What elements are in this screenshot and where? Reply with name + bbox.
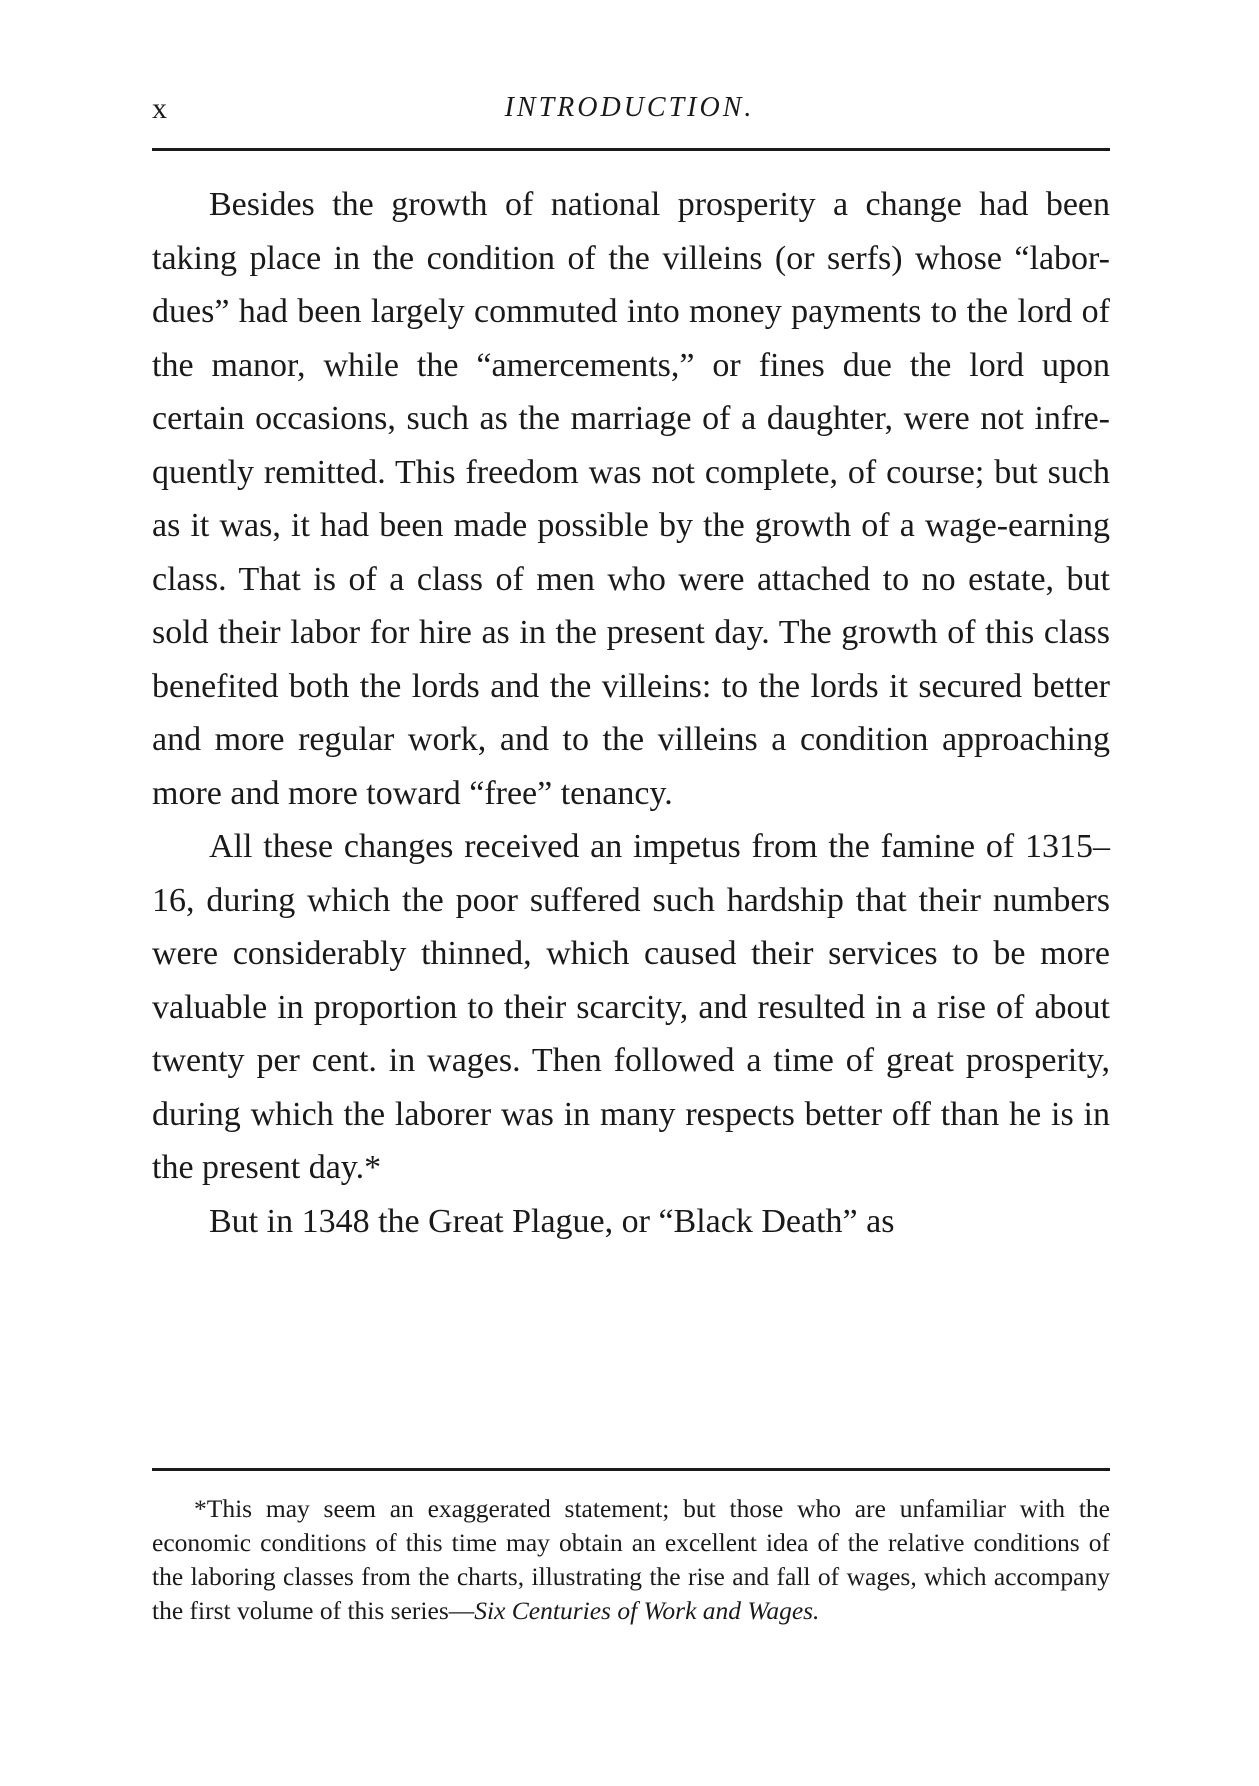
paragraph-villeins: Besides the growth of national prosperity a change had been taking place in the condition of the villeins (or serfs) whose “labor-dues” had been largely commuted into money payments to the lord of the manor, while the “amercements,” or fines due the lord upon certain occasions, such as the marriage of a daughter, were not infrequently remitted. This freedom was not complete, of course; but such as it was, it had been made possible by the growth of a wage-earning class. That is of a class of men who were attached to no estate, but sold their labor for hire as in the present day. The growth of this class benefited both the lords and the villeins: to the lords it secured better and more regular work, and to the villeins a condition approaching more and more toward “free” tenancy. <box>152 186 1110 812</box>
page-header <box>152 92 1107 132</box>
footnote-rule <box>152 1468 1110 1471</box>
page-number: x <box>152 92 168 125</box>
running-head: INTRODUCTION. <box>504 92 755 123</box>
body-text <box>152 178 1110 1248</box>
footnote-book-title: Six Centuries of Work and Wages. <box>474 1596 820 1625</box>
paragraph-plague: But in 1348 the Great Plague, or “Black Death” as <box>209 1202 895 1240</box>
footnote <box>152 1492 1110 1628</box>
header-rule <box>152 148 1110 151</box>
paragraph-famine: All these changes received an impetus from the famine of 1315–16, during which the poor suffered such hardship that their numbers were considerably thinned, which caused their services to be more valuable in proportion to their scarcity, and resulted in a rise of about twenty per cent. in wages. Then followed a time of great prosperity, during which the laborer was in many respects better off than he is in the present day.* <box>152 828 1110 1186</box>
footnote-text: *This may seem an exaggerated statement; but those who are unfamiliar with the economic conditions of this time may obtain an excellent idea of the relative conditions of the laboring classes from the charts, illustrating the rise and fall of wages, which accompany the first volume of this series— <box>152 1494 1110 1625</box>
